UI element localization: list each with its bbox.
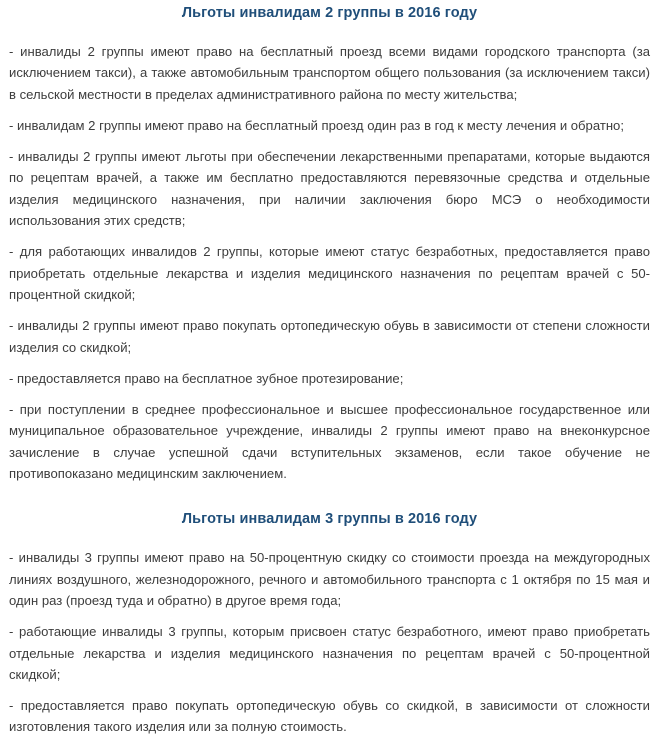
benefit-paragraph: - предоставляется право на бесплатное зубное протезирование; <box>9 370 404 386</box>
benefit-paragraph: - предоставляется право покупать ортопедическую обувь со скидкой, в зависимости от сложности изготовления такого изделия или за полную стоимость. <box>9 698 650 735</box>
section-heading-group-2: Льготы инвалидам 2 группы в 2016 году <box>181 5 478 21</box>
benefit-paragraph: - инвалиды 2 группы имеют право на бесплатный проезд всеми видами городского транспорта (за исключением такси), а также автомобильным транспортом общего пользования (за исключением такси) в сельской местности в пределах административного района по месту жительства; <box>9 44 650 102</box>
benefit-paragraph: - при поступлении в среднее профессиональное и высшее профессиональное государственное или муниципальное образовательное учреждение, инвалиды 2 группы имеют право на внеконкурсное зачисление в случае успешной сдачи вступительных экзаменов, если такое обучение не противопоказано медицинским заключением. <box>9 402 650 482</box>
section-heading-group-3: Льготы инвалидам 3 группы в 2016 году <box>181 511 478 528</box>
benefit-paragraph: - работающие инвалиды 3 группы, которым присвоен статус безработного, имеют право приобретать отдельные лекарства и изделия медицинского назначения по рецептам врачей с 50-процентной скидкой; <box>9 624 650 682</box>
benefit-paragraph: - инвалиды 3 группы имеют право на 50-процентную скидку со стоимости проезда на междугородных линиях воздушного, железнодорожного, речного и автомобильного транспорта с 1 октября по 15 мая и один раз (проезд туда и обратно) в другое время года; <box>9 550 650 608</box>
section-divider-spacer <box>9 484 650 500</box>
benefit-paragraph: - инвалиды 2 группы имеют льготы при обеспечении лекарственными препаратами, которые выдаются по рецептам врачей, а также им бесплатно предоставляются перевязочные средства и отдельные изделия медицинского назначения, при наличии заключения бюро МСЭ о необходимости использования этих средств; <box>9 149 650 229</box>
benefit-paragraph: - для работающих инвалидов 2 группы, которые имеют статус безработных, предоставляется право приобретать отдельные лекарства и изделия медицинского назначения по рецептам врачей с 50-процентной скидкой; <box>9 244 650 302</box>
benefit-paragraph: - инвалиды 2 группы имеют право покупать ортопедическую обувь в зависимости от степени сложности изделия со скидкой; <box>9 318 650 355</box>
benefit-paragraph: - инвалидам 2 группы имеют право на бесплатный проезд один раз в год к месту лечения и обратно; <box>9 117 624 133</box>
